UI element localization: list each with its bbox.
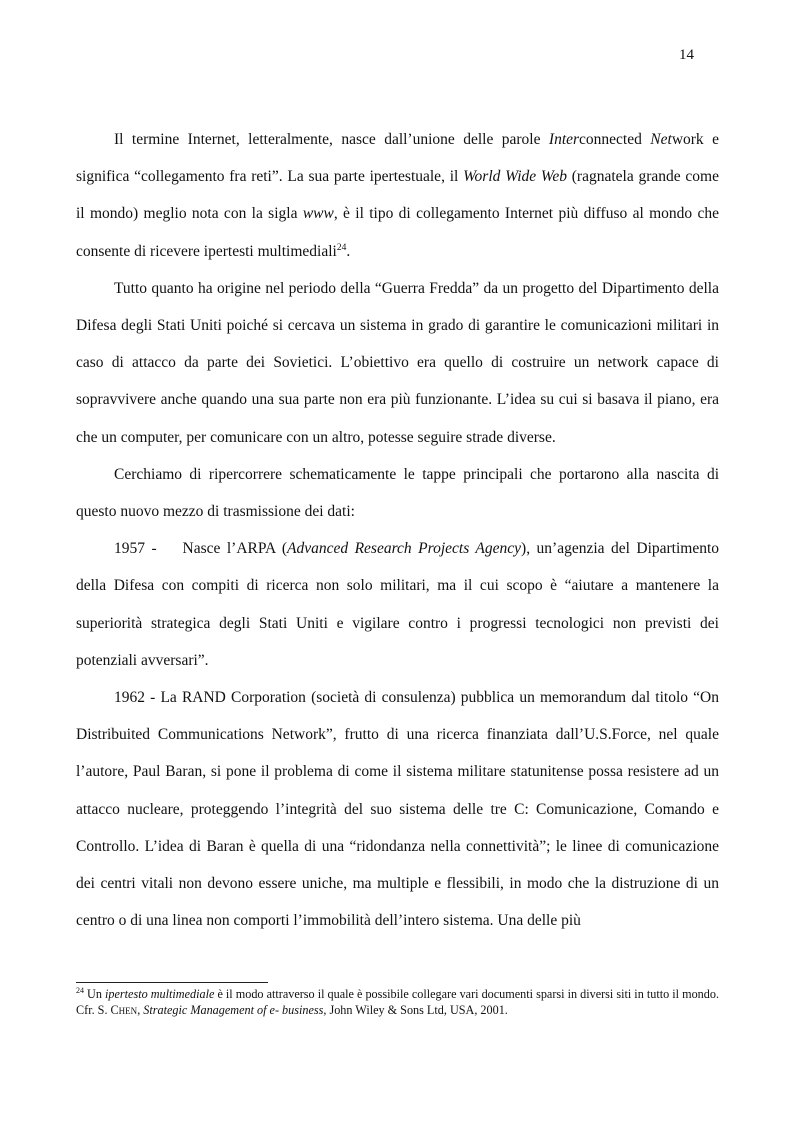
footnote-reference: 24 [336, 242, 347, 253]
page-number: 14 [679, 47, 694, 63]
footnote-divider [76, 982, 268, 983]
paragraph-1962: 1962 - La RAND Corporation (società di consulenza) pubblica un memorandum dal titolo “On Distribuited Communications Network”, frutto di una ricerca finanziata dall’U.S.Force, nel quale l’autore, Paul Baran, si pone il problema di come il sistema militare statunitense possa resistere ad un attacco nucleare, proteggendo l’integrità del suo sistema delle tre C: Comunicazione, Comando e Controllo. L’idea di Baran è quella di una “ridondanza nella connettività”; le linee di comunicazione dei centri vitali non devono essere uniche, ma multiple e flessibili, in modo che la distruzione di un centro o di una linea non comporti l’immobilità dell’intero sistema. Una delle più [76, 689, 719, 930]
footnote-number: 24 [76, 985, 84, 995]
paragraph-cold-war: Tutto quanto ha origine nel periodo della “Guerra Fredda” da un progetto del Dipartimento della Difesa degli Stati Uniti poiché si cercava un sistema in grado di garantire le comunicazioni militari in caso di attacco da parte dei Sovietici. L’obiettivo era quello di costruire un network capace di sopravvivere anche quando una sua parte non era più funzionante. L’idea su cui si basava il piano, era che un computer, per comunicare con un altro, potesse seguire strade diverse. [76, 279, 719, 446]
footnote-author: Chen [110, 1002, 138, 1017]
paragraph-timeline-intro: Cerchiamo di ripercorrere schematicamente le tappe principali che portarono alla nascita di questo nuovo mezzo di trasmissione dei dati: [76, 465, 719, 521]
paragraph-internet-definition: Il termine Internet, letteralmente, nasce dall’unione delle parole Interconnected Network e significa “collegamento fra reti”. La sua parte ipertestuale, il World Wide Web (ragnatela grande come il mondo) meglio nota con la sigla www, è il tipo di collegamento Internet più diffuso al mondo che consente di ricevere ipertesti multimediali$^{24}$. [76, 131, 720, 260]
footnote: $^{24}$ Un ipertesto multimediale è il modo attraverso il quale è possibile collegare vari documenti sparsi in diversi siti in tutto il mondo. Cfr. S. Chen, Strategic Management of e- business, John Wiley & Sons Ltd, USA, 2001. [76, 985, 719, 1017]
body-text [76, 121, 719, 939]
paragraph-1957: 1957 - Nasce l’ARPA (Advanced Research Projects Agency), un’agenzia del Dipartimento della Difesa con compiti di ricerca non solo militari, ma il cui scopo è “aiutare a mantenere la superiorità strategica degli Stati Uniti e vigilare contro i progressi tecnologici non previsti dei potenziali avversari”. [76, 540, 720, 669]
